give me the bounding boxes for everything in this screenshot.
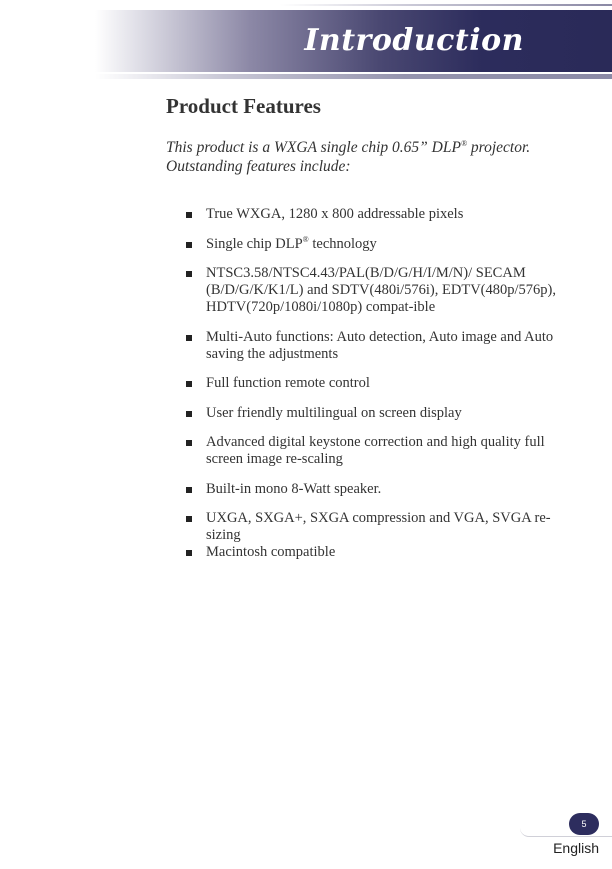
feature-text: Macintosh compatible	[206, 544, 336, 560]
feature-text: NTSC3.58/NTSC4.43/PAL(B/D/G/H/I/M/N)/ SECAM (B/D/G/K/K1/L) and SDTV(480i/576i), EDTV(480p/576p), HDTV(720p/1080i/1080p) compat-ible	[206, 265, 556, 315]
square-bullet-icon	[186, 516, 192, 522]
intro-text-start: This product is a WXGA single chip 0.65” DLP	[166, 139, 461, 156]
square-bullet-icon	[186, 487, 192, 493]
registered-mark: ®	[460, 139, 468, 148]
list-item	[186, 481, 576, 498]
feature-text: User friendly multilingual on screen display	[206, 404, 462, 421]
square-bullet-icon	[186, 212, 192, 218]
square-bullet-icon	[186, 411, 192, 417]
registered-mark: ®	[302, 234, 309, 244]
feature-list	[186, 206, 576, 574]
feature-text: UXGA, SXGA+, SXGA compression and VGA, SVGA re-sizing	[206, 510, 551, 543]
page-heading: Product Features	[166, 94, 321, 118]
footer-swoosh	[520, 828, 612, 837]
list-item	[186, 265, 576, 316]
list-item	[186, 236, 576, 253]
header-top-rule	[280, 4, 612, 6]
page-number-badge: 5	[569, 813, 599, 835]
feature-text: Advanced digital keystone correction and high quality full screen image re-scaling	[206, 434, 545, 467]
square-bullet-icon	[186, 440, 192, 446]
square-bullet-icon	[186, 271, 192, 277]
square-bullet-icon	[186, 381, 192, 387]
list-item	[186, 434, 576, 468]
list-item	[186, 329, 576, 363]
list-item	[186, 405, 576, 422]
footer-language: English	[553, 840, 599, 856]
list-item	[186, 206, 576, 223]
square-bullet-icon	[186, 335, 192, 341]
chapter-title: Introduction	[304, 23, 524, 58]
list-item	[186, 510, 576, 544]
header-bottom-rule	[95, 74, 612, 79]
square-bullet-icon	[186, 242, 192, 248]
feature-text: Multi-Auto functions: Auto detection, Auto image and Auto saving the adjustments	[206, 328, 554, 362]
feature-text-start: Single chip DLP	[206, 235, 303, 252]
list-item	[186, 544, 576, 561]
intro-text-end: projector. Outstanding features include:	[166, 139, 531, 175]
intro-paragraph	[166, 138, 586, 176]
feature-text: Full function remote control	[206, 375, 370, 391]
feature-text: True WXGA, 1280 x 800 addressable pixels	[206, 206, 464, 222]
square-bullet-icon	[186, 550, 192, 556]
feature-text	[206, 236, 576, 253]
feature-text: Built-in mono 8-Watt speaker.	[206, 480, 382, 497]
list-item	[186, 375, 576, 392]
feature-text-end: technology	[308, 235, 377, 252]
